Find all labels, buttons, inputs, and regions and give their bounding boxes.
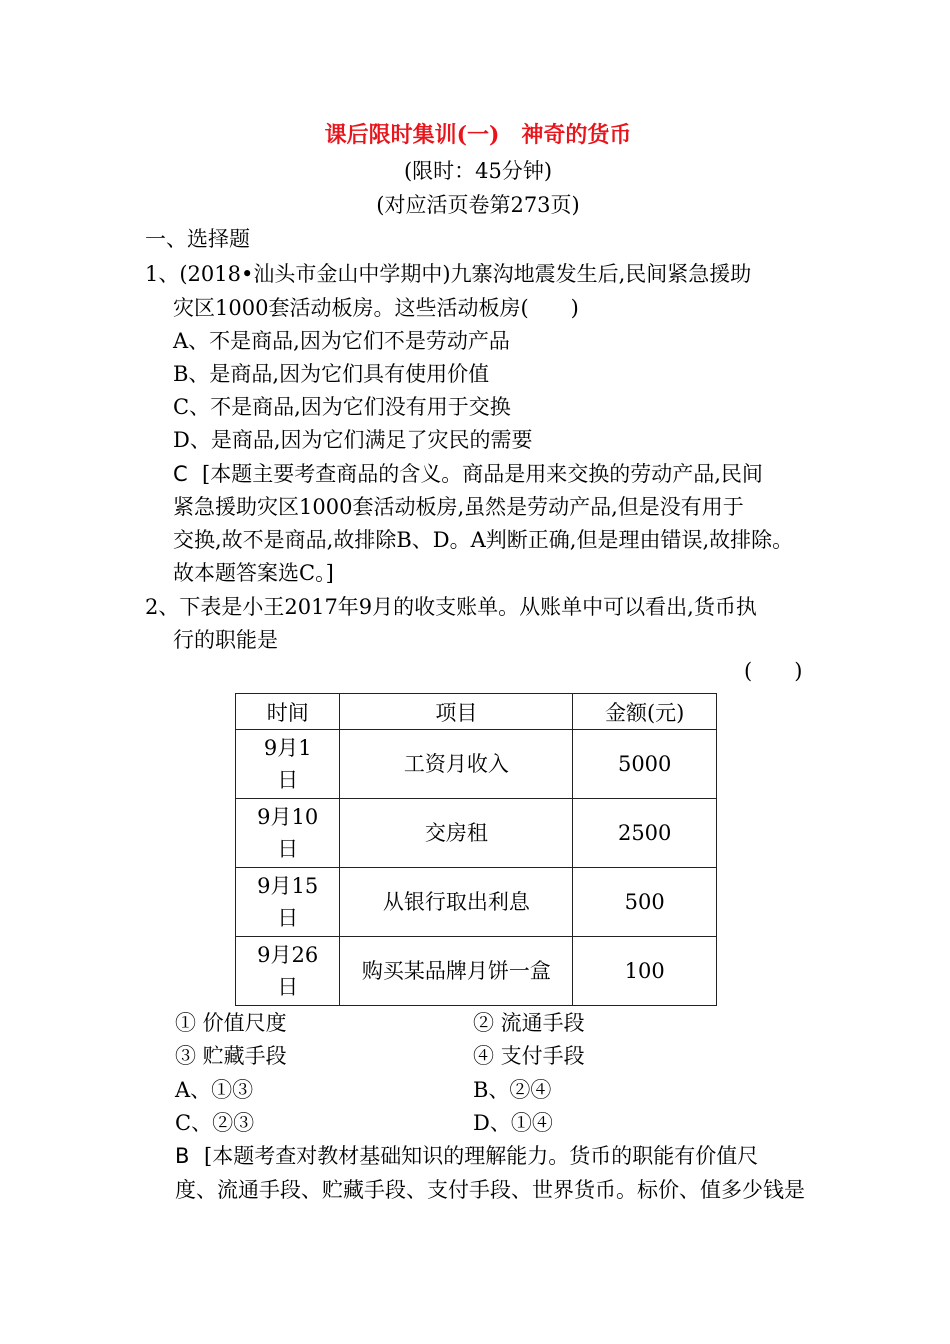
page-reference: (对应活页卷第273页) <box>376 193 580 217</box>
table-row <box>236 799 717 868</box>
q1-option-c: C、不是商品,因为它们没有用于交换 <box>173 395 511 419</box>
page-title: 课后限时集训(一) 神奇的货币 <box>324 122 632 148</box>
column-header-amount: 金额(元) <box>573 694 717 730</box>
q1-answer-letter: C <box>173 462 188 486</box>
q1-explanation-line3: 交换,故不是商品,故排除B、D。A判断正确,但是理由错误,故排除。 <box>173 528 794 552</box>
table-row <box>236 937 717 1006</box>
q1-option-d: D、是商品,因为它们满足了灾民的需要 <box>173 428 533 452</box>
column-header-item: 项目 <box>340 694 573 730</box>
item-cell: 工资月收入 <box>340 730 573 799</box>
q1-stem-line2: 灾区1000套活动板房。这些活动板房( ) <box>173 296 579 320</box>
amount-cell: 5000 <box>573 730 717 799</box>
q2-stem-line1: 2、下表是小王2017年9月的收支账单。从账单中可以看出,货币执 <box>145 595 757 619</box>
q1-stem-line1: 1、(2018•汕头市金山中学期中)九寨沟地震发生后,民间紧急援助 <box>145 262 752 286</box>
date-cell: 9月1 日 <box>236 730 340 799</box>
date-cell: 9月10 日 <box>236 799 340 868</box>
q2-option-b: B、②④ <box>473 1078 552 1102</box>
q1-option-a: A、不是商品,因为它们不是劳动产品 <box>173 329 510 353</box>
q2-explanation-line1: [本题考查对教材基础知识的理解能力。货币的职能有价值尺 <box>204 1144 759 1168</box>
time-limit: (限时：45分钟) <box>403 159 553 183</box>
amount-cell: 100 <box>573 937 717 1006</box>
amount-cell: 500 <box>573 868 717 937</box>
column-header-date: 时间 <box>236 694 340 730</box>
q2-choice-2: ② 流通手段 <box>473 1011 585 1035</box>
q2-explanation-line2: 度、流通手段、贮藏手段、支付手段、世界货币。标价、值多少钱是 <box>175 1178 805 1202</box>
q2-choice-4: ④ 支付手段 <box>473 1044 585 1068</box>
q1-explanation-line4: 故本题答案选C。] <box>173 561 334 585</box>
table-row <box>236 730 717 799</box>
q2-choice-3: ③ 贮藏手段 <box>175 1044 287 1068</box>
item-cell: 购买某品牌月饼一盒 <box>340 937 573 1006</box>
q1-explanation-line2: 紧急援助灾区1000套活动板房,虽然是劳动产品,但是没有用于 <box>173 495 744 519</box>
q1-option-b: B、是商品,因为它们具有使用价值 <box>173 362 490 386</box>
q2-answer-letter: B <box>175 1144 190 1168</box>
item-cell: 交房租 <box>340 799 573 868</box>
q2-choice-1: ① 价值尺度 <box>175 1011 287 1035</box>
q1-explanation-line1: [本题主要考查商品的含义。商品是用来交换的劳动产品,民间 <box>202 462 763 486</box>
q2-stem-line2: 行的职能是 <box>173 628 278 652</box>
q2-option-d: D、①④ <box>473 1111 553 1135</box>
amount-cell: 2500 <box>573 799 717 868</box>
bill-table <box>235 693 717 1006</box>
date-cell: 9月26 日 <box>236 937 340 1006</box>
table-row <box>236 868 717 937</box>
q2-answer-bracket: ( ) <box>744 659 803 683</box>
q2-option-a: A、①③ <box>175 1078 254 1102</box>
section-heading: 一、选择题 <box>145 227 250 251</box>
date-cell: 9月15 日 <box>236 868 340 937</box>
q2-option-c: C、②③ <box>175 1111 255 1135</box>
item-cell: 从银行取出利息 <box>340 868 573 937</box>
table-header-row <box>236 694 717 730</box>
